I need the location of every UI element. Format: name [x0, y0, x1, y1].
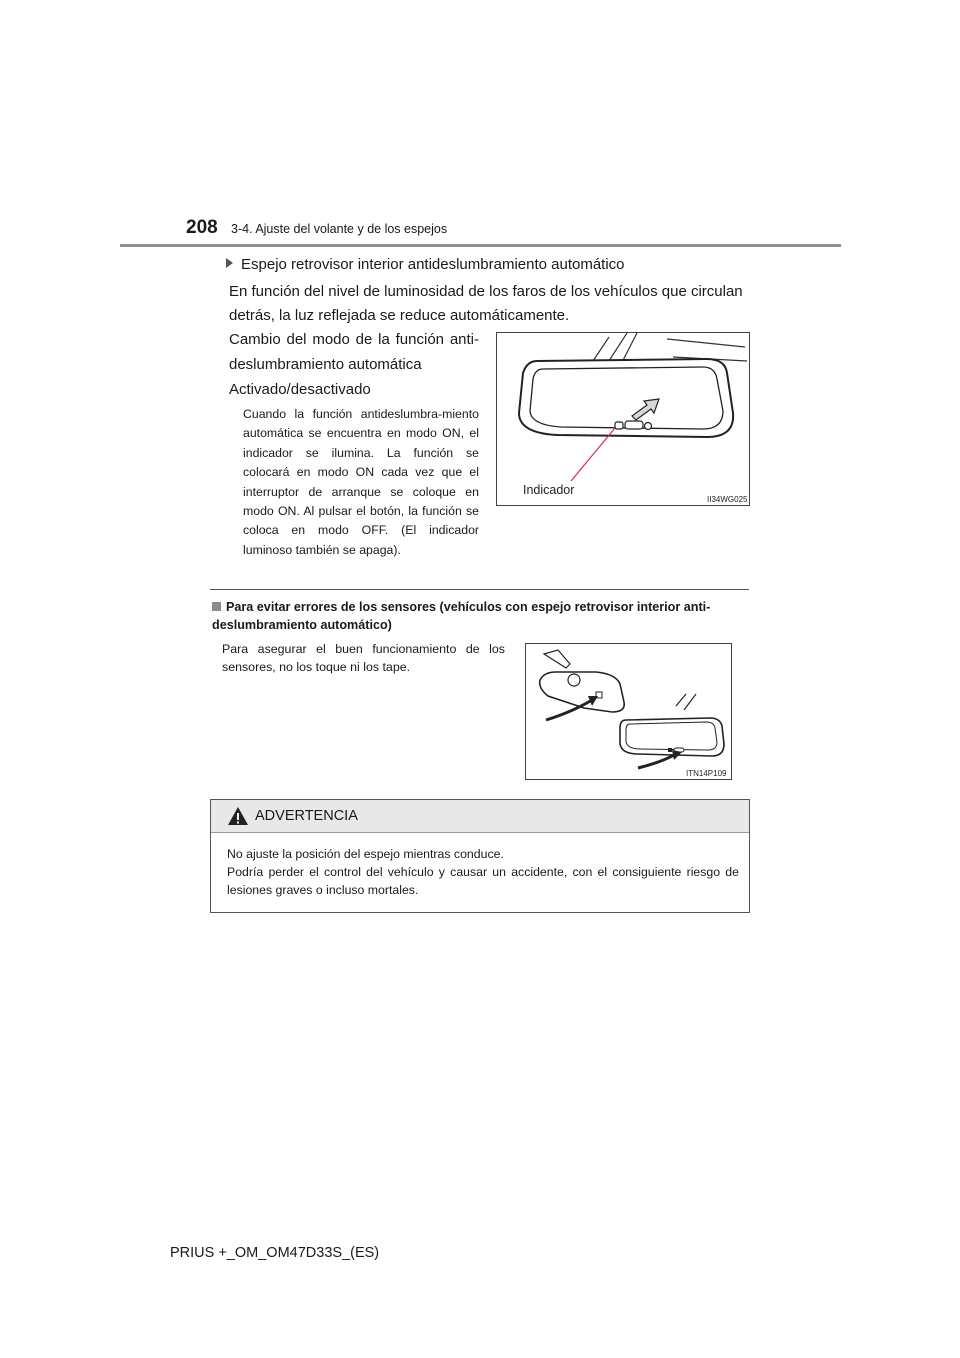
- page-number: 208: [186, 217, 218, 238]
- warning-line-2: Podría perder el control del vehículo y causar un accidente, con el consiguiente riesgo de lesiones graves o incluso mortales.: [227, 865, 739, 897]
- mode-description: [229, 327, 479, 402]
- section-title: 3-4. Ajuste del volante y de los espejos: [231, 222, 448, 236]
- mirror-figure: [496, 332, 750, 506]
- mode-line-1: Cambio del modo de la función anti-deslumbramiento automática: [229, 331, 479, 373]
- figure1-code: II34WG025: [707, 495, 748, 504]
- sensor-paragraph: Para asegurar el buen funcionamiento de los sensores, no los toque ni los tape.: [222, 642, 505, 674]
- divider: [210, 589, 749, 590]
- sensor-section-title: [212, 599, 752, 634]
- warning-line-1: No ajuste la posición del espejo mientras conduce.: [227, 847, 504, 861]
- sensor-figure: [525, 643, 732, 780]
- warning-body: [227, 845, 739, 899]
- warning-box: [210, 799, 750, 913]
- subsection-heading: [226, 256, 625, 273]
- mirror-sensors-illustration: [526, 644, 731, 779]
- subsection-heading-text: Espejo retrovisor interior antideslumbramiento automático: [241, 256, 625, 273]
- mode-note: Cuando la función antideslumbra-miento automática se encuentra en modo ON, el indicador se ilumina. La función se colocará en modo ON cada vez que el interruptor de arranque se coloque en modo ON. Al pulsar el botón, la función se coloca en modo OFF. (El indicador luminoso también se apaga).: [243, 407, 479, 557]
- mode-line-2: Activado/desactivado: [229, 381, 371, 398]
- indicator-callout: Indicador: [523, 483, 575, 497]
- figure2-code: ITN14P109: [686, 769, 727, 778]
- header-rule: [120, 244, 841, 247]
- triangle-bullet-icon: [226, 258, 233, 268]
- intro-paragraph: En función del nivel de luminosidad de los faros de los vehículos que circulan detrás, la luz reflejada se reduce automáticamente.: [229, 283, 743, 324]
- warning-title: ADVERTENCIA: [255, 808, 358, 824]
- rearview-mirror-illustration: [497, 333, 749, 505]
- square-bullet-icon: [212, 602, 221, 611]
- sensor-section-title-text: Para evitar errores de los sensores (vehículos con espejo retrovisor interior anti-deslumbramiento automático): [212, 600, 711, 632]
- warning-triangle-icon: [227, 806, 249, 826]
- document-code: PRIUS +_OM_OM47D33S_(ES): [170, 1245, 380, 1261]
- warning-header: [211, 800, 749, 833]
